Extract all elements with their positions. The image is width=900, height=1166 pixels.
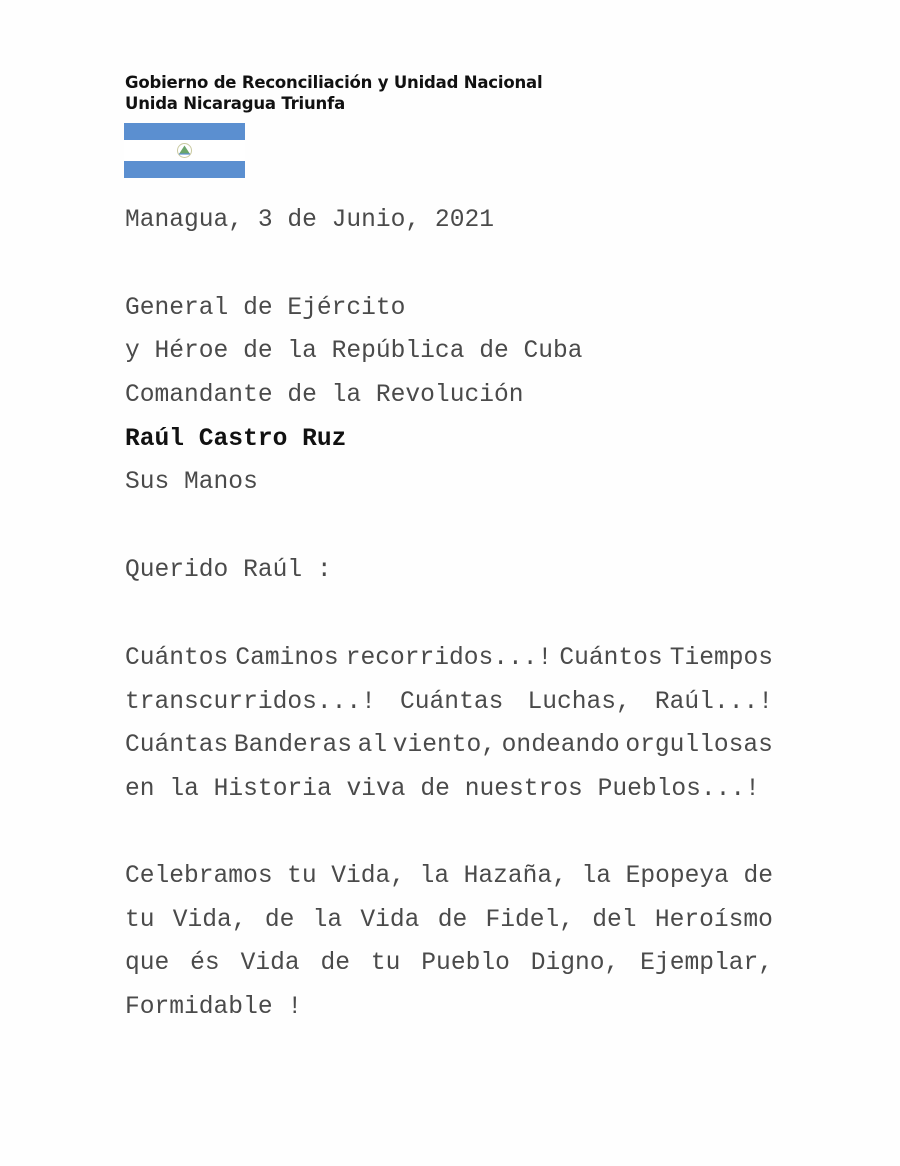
recipient-title-1: General de Ejército (125, 295, 406, 322)
paragraph-1 (125, 637, 773, 811)
word: Pueblo (421, 950, 510, 977)
word: al (357, 732, 388, 759)
salutation: Querido Raúl : (125, 557, 332, 584)
word: Ejemplar, (640, 950, 773, 977)
word: tu (287, 863, 317, 890)
word: la (419, 863, 450, 890)
letter-date: Managua, 3 de Junio, 2021 (125, 207, 494, 234)
word: la (581, 863, 612, 890)
paragraph-2 (125, 855, 773, 1029)
word: de (420, 775, 450, 803)
word: ! (287, 993, 303, 1021)
recipient-name: Raúl Castro Ruz (125, 426, 347, 453)
word: Formidable (125, 993, 273, 1021)
word: tu (370, 950, 401, 977)
word: Cuántas (400, 688, 504, 716)
paragraph-line (125, 986, 773, 1030)
word: Hazaña, (463, 863, 567, 890)
paragraph-line (125, 681, 773, 725)
word: Raúl...! (654, 688, 773, 716)
paragraph-line (125, 855, 773, 899)
word: ondeando (501, 732, 620, 759)
word: Heroísmo (654, 906, 773, 934)
word: Pueblos...! (597, 775, 760, 803)
paragraph-line (125, 899, 773, 943)
word: de (320, 950, 351, 977)
word: Banderas (233, 732, 352, 759)
word: orgullosas (625, 732, 773, 759)
paragraph-line (125, 724, 773, 768)
word: Vida, (172, 906, 247, 934)
word: Tiempos (669, 645, 773, 672)
word: la (169, 775, 199, 803)
word: de (264, 906, 295, 934)
word: que (125, 950, 170, 977)
word: viva (346, 775, 406, 803)
recipient-title-2: y Héroe de la República de Cuba (125, 338, 583, 365)
word: Cuántos (125, 645, 229, 672)
word: en (125, 775, 155, 803)
word: Celebramos (125, 863, 273, 890)
word: Cuántas (125, 732, 229, 759)
paragraph-line (125, 942, 773, 986)
word: de (437, 906, 468, 934)
word: Cuántos (559, 645, 663, 672)
word: Vida, (331, 863, 406, 890)
word: Luchas, (527, 688, 631, 716)
word: Caminos (235, 645, 339, 672)
word: recorridos...! (345, 645, 553, 672)
word: Vida (240, 950, 300, 977)
word: Historia (213, 775, 332, 803)
word: Epopeya (625, 863, 729, 890)
word: Vida (360, 906, 420, 934)
word: del (592, 906, 637, 934)
word: tu (125, 906, 155, 934)
paragraph-line (125, 768, 773, 812)
paragraph-line (125, 637, 773, 681)
word: nuestros (464, 775, 583, 803)
word: transcurridos...! (125, 688, 376, 716)
government-name: Gobierno de Reconciliación y Unidad Nacional (125, 73, 543, 92)
word: Fidel, (485, 906, 575, 934)
word: de (743, 863, 773, 890)
word: la (312, 906, 343, 934)
letterhead (125, 72, 542, 114)
word: Digno, (530, 950, 620, 977)
word: és (190, 950, 220, 977)
word: viento, (392, 732, 497, 759)
recipient-line-sus-manos: Sus Manos (125, 469, 258, 496)
nicaragua-flag-icon (124, 123, 245, 178)
government-slogan: Unida Nicaragua Triunfa (125, 94, 346, 113)
recipient-title-3: Comandante de la Revolución (125, 382, 524, 409)
